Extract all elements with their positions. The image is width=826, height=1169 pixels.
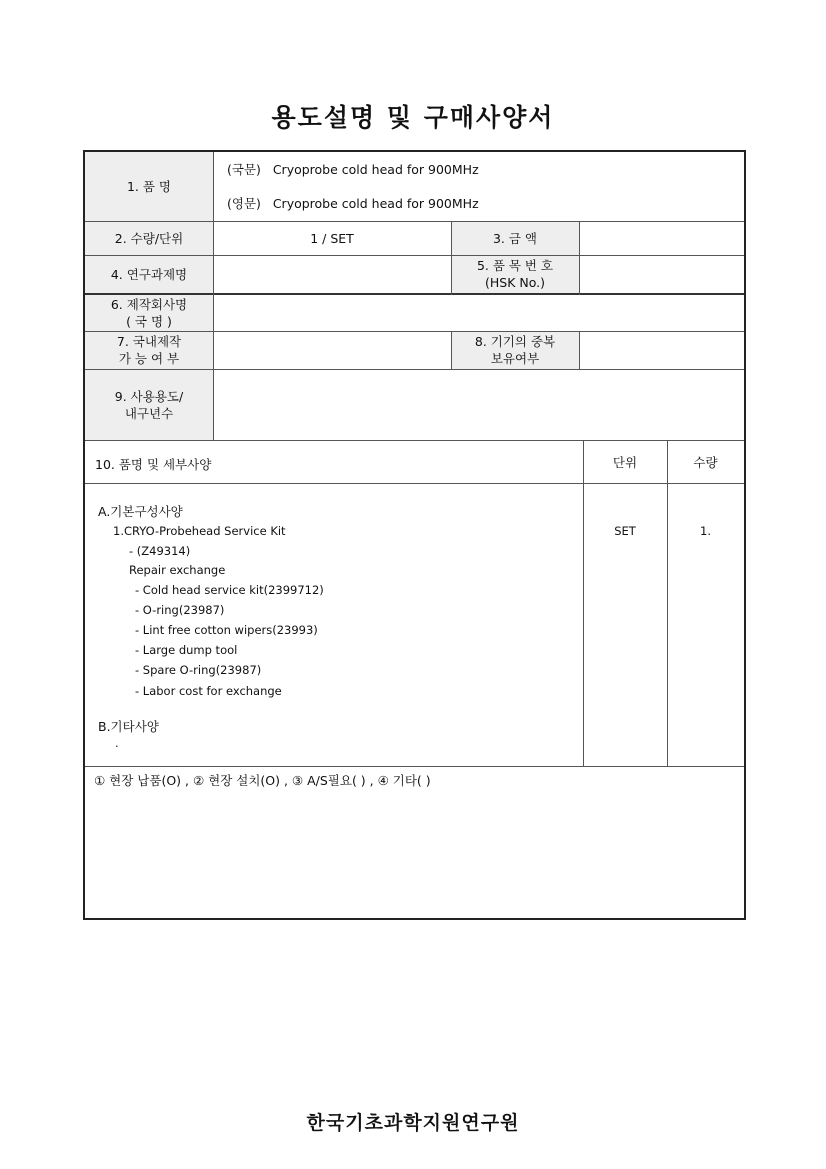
divider bbox=[85, 255, 744, 256]
spec-header-unit: 단위 bbox=[612, 454, 638, 470]
spec-header-qty: 수량 bbox=[693, 454, 718, 470]
korean-prefix: (국문) bbox=[227, 162, 261, 177]
item-name-label: 1. 품 명 bbox=[85, 152, 213, 221]
english-value: Cryoprobe cold head for 900MHz bbox=[272, 196, 479, 211]
korean-value: Cryoprobe cold head for 900MHz bbox=[272, 162, 479, 177]
domestic-label bbox=[85, 331, 213, 369]
item-name-english bbox=[227, 194, 479, 212]
institution-name: 한국기초과학지원연구원 bbox=[306, 1112, 520, 1134]
hsk-label bbox=[451, 255, 579, 293]
duplicate-value bbox=[579, 331, 744, 369]
hsk-label-line1: 5. 품 목 번 호 bbox=[476, 258, 554, 273]
spec-part: - Lint free cotton wipers(23993) bbox=[135, 623, 318, 637]
item-name-korean bbox=[227, 160, 479, 178]
quantity-label: 2. 수량/단위 bbox=[85, 221, 213, 255]
divider bbox=[85, 440, 744, 441]
spec-form bbox=[83, 150, 746, 920]
spec-part: - Spare O-ring(23987) bbox=[135, 663, 262, 677]
divider bbox=[583, 440, 584, 766]
divider bbox=[85, 221, 744, 222]
spec-item1-code: - (Z49314) bbox=[129, 544, 191, 558]
amount-value bbox=[579, 221, 744, 255]
usage-label bbox=[85, 369, 213, 440]
manufacturer-label-line1: 6. 제작회사명 bbox=[110, 297, 188, 312]
spec-part: - O-ring(23987) bbox=[135, 603, 225, 617]
spec-part: - Cold head service kit(2399712) bbox=[135, 583, 324, 597]
spec-part: - Large dump tool bbox=[135, 643, 238, 657]
duplicate-label-line1: 8. 기기의 중복 bbox=[474, 334, 556, 349]
divider bbox=[85, 331, 744, 332]
spec-section-b: B.기타사양 bbox=[98, 719, 159, 734]
duplicate-label bbox=[451, 331, 579, 369]
manufacturer-label bbox=[85, 295, 213, 331]
divider bbox=[85, 293, 744, 295]
divider bbox=[579, 221, 580, 295]
divider bbox=[85, 766, 744, 767]
options-line: ① 현장 납품(O) , ② 현장 설치(O) , ③ A/S필요( ) , ④ 기타( ) bbox=[94, 773, 431, 788]
divider bbox=[579, 331, 580, 369]
divider bbox=[213, 152, 214, 440]
divider bbox=[667, 440, 668, 766]
usage-label-line1: 9. 사용용도/ bbox=[114, 388, 184, 404]
document-title: 용도설명 및 구매사양서 bbox=[271, 103, 555, 132]
spec-section-a: A.기본구성사양 bbox=[98, 504, 183, 519]
amount-label: 3. 금 액 bbox=[451, 221, 579, 255]
spec-repair: Repair exchange bbox=[129, 563, 226, 577]
project-value bbox=[213, 255, 451, 293]
spec-part: - Labor cost for exchange bbox=[135, 684, 282, 698]
quantity-value: 1 / SET bbox=[310, 230, 354, 246]
project-label: 4. 연구과제명 bbox=[85, 255, 213, 293]
divider bbox=[451, 331, 452, 369]
domestic-label-line1: 7. 국내제작 bbox=[116, 334, 182, 349]
spec-item1-unit: SET bbox=[614, 524, 636, 538]
divider bbox=[85, 369, 744, 370]
hsk-label-line2: (HSK No.) bbox=[484, 275, 545, 290]
spec-item1-qty: 1. bbox=[700, 524, 711, 538]
hsk-value bbox=[579, 255, 744, 293]
usage-label-line2: 내구년수 bbox=[124, 405, 174, 421]
manufacturer-label-line2: ( 국 명 ) bbox=[126, 314, 172, 329]
spec-header-title: 10. 품명 및 세부사양 bbox=[95, 457, 212, 472]
english-prefix: (영문) bbox=[227, 196, 261, 211]
usage-value bbox=[213, 369, 744, 440]
domestic-label-line2: 가 능 여 부 bbox=[118, 351, 180, 366]
spec-section-b-dot: . bbox=[115, 736, 119, 750]
duplicate-label-line2: 보유여부 bbox=[490, 351, 540, 366]
spec-item1: 1.CRYO-Probehead Service Kit bbox=[113, 524, 286, 538]
divider bbox=[451, 221, 452, 295]
domestic-value bbox=[213, 331, 451, 369]
manufacturer-value bbox=[213, 295, 744, 331]
divider bbox=[85, 483, 744, 484]
